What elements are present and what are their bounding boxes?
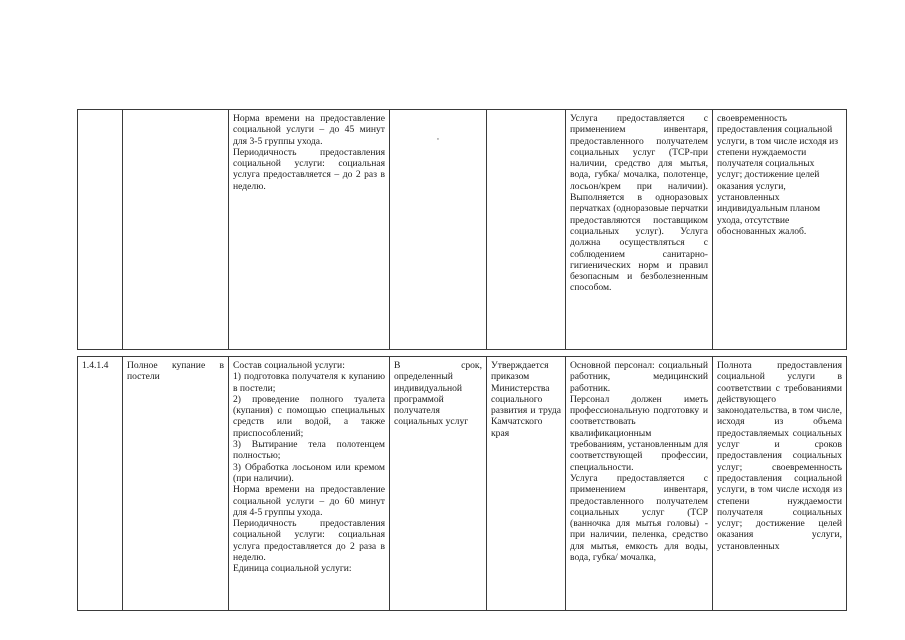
row-a-quality-cell [713,110,847,350]
row-b-description-line: Единица социальной услуги: [233,563,352,575]
table-row [78,357,847,611]
row-b-name-cell: Полное купание в постели [123,357,229,611]
services-table [77,109,847,611]
row-b-description-line: 3) Вытирание тела полотенцем полностью; [233,439,385,462]
row-b-quality-line: Полнота предоставления социальной услуги в соответствии с требованиями действующего законодательства, в том числе, исходя из объема предоставляемых социальных услуг и сроков предоставления социальных услуг; своевременность предоставления социальной услуги, в том числе исходя из степени нуждаемости получателя социальных услуг; достижение целей оказания услуги, установленных [717,360,842,552]
row-b-number-cell: 1.4.1.4 [78,357,123,611]
row-a-description-cell [229,110,390,350]
row-b-description-line: Состав социальной услуги: [233,360,345,371]
row-b-conditions-line: Услуга предоставляется с применением инвентаря, предоставленного получателем социальных услуг (ТСР (ванночка для мытья головы) - при наличии, пеленка, средство для мытья, емкость для воды, вода, губка/ мочалка, [570,472,708,564]
row-b-description-line: 1) подготовка получателя к купанию в постели; [233,371,385,394]
row-a-conditions-cell [566,110,713,350]
row-a-tariff-cell [487,110,566,350]
row-b-description-line: 2) проведение полного туалета (купания) с помощью специальных средств или водой, а также приспособлений; [233,393,385,439]
row-separator [78,350,847,357]
row-a-description-line: Норма времени на предоставление социальной услуги – до 45 минут для 3-5 группы ухода. [233,113,385,147]
row-b-description-line: Норма времени на предоставление социальной услуги – до 60 минут для 4-5 группы ухода. [233,484,385,518]
row-a-number-cell [78,110,123,350]
row-b-description-line: 3) Обработка лосьоном или кремом (при наличии). [233,461,385,484]
row-b-description-cell [229,357,390,611]
row-a-term-cell: · [390,110,487,350]
row-b-conditions-line: Персонал должен иметь профессиональную подготовку и соответствовать квалификационным требованиям, установленным для соответствующей профессии, специальности. [570,393,708,473]
row-a-quality-line: своевременность предоставления социальной услуги, в том числе исходя из степени нуждаемости получателя социальных услуг; достижение целей оказания услуги, установленных индивидуальным планом ухода, отсутствие обоснованных жалоб. [717,113,839,237]
table-row [78,110,847,350]
row-b-term-cell: В срок, определенный индивидуальной программой получателя социальных услуг [390,357,487,611]
row-b-description-line: Периодичность предоставления социальной услуги: социальная услуга предоставляется до 2 раза в неделю. [233,518,385,564]
row-a-conditions-line: Услуга предоставляется с применением инвентаря, предоставленного получателем социальных услуг (ТСР-при наличии, средство для мытья, вода, губка/ мочалка, полотенце, лосьон/крем при наличии). Выполняется в одноразовых перчатках (одноразовые перчатки предоставляются поставщиком социальных услуг). Услуга должна осуществляться с соблюдением санитарно-гигиенических норм и правил безопасным и безболезненным способом. [570,113,708,294]
row-a-name-cell [123,110,229,350]
row-a-description-line: Периодичность предоставления социальной услуги: социальная услуга предоставляется – до 2 раз в неделю. [233,146,385,192]
row-b-quality-cell [713,357,847,611]
row-b-tariff-cell: Утверждается приказом Министерства социального развития и труда Камчатского края [487,357,566,611]
row-b-conditions-cell [566,357,713,611]
row-b-conditions-line: Основной персонал: социальный работник, медицинский работник. [570,360,708,394]
